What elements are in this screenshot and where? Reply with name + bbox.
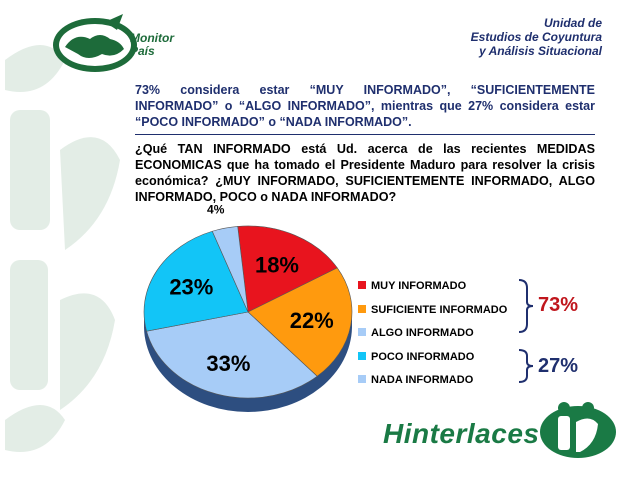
pie-label-1: 22% (289, 308, 334, 334)
legend-item-nada (358, 374, 473, 386)
unit-line-3: y Análisis Situacional (479, 44, 602, 58)
legend-swatch (358, 281, 366, 289)
monitor-pais-text (130, 32, 174, 58)
legend-item-suficiente (358, 304, 507, 316)
group-pct-informed: 73% (538, 294, 579, 316)
hinterlaces-logo (538, 400, 618, 460)
legend-item-muy (358, 280, 466, 292)
unit-line-2: Estudios de Coyuntura (470, 30, 602, 44)
group-pct-uninformed: 27% (538, 355, 579, 377)
hinterlaces-wordmark: Hinterlaces (383, 418, 540, 449)
legend-label: MUY INFORMADO (371, 280, 467, 292)
divider (135, 134, 595, 135)
pie-chart (130, 202, 370, 420)
legend-label: ALGO INFORMADO (371, 327, 474, 339)
monitor-pais-logo (50, 12, 200, 74)
legend-swatch (358, 352, 366, 360)
legend-label: NADA INFORMADO (371, 374, 474, 386)
bracket-bottom (519, 350, 533, 382)
unit-line-1: Unidad de (543, 16, 602, 30)
unit-title (471, 16, 602, 58)
legend-label: SUFICIENTE INFORMADO (371, 304, 508, 316)
pie-label-4: 4% (207, 202, 225, 217)
bracket-top (519, 280, 533, 332)
logo-line-1: Monitor (130, 31, 174, 45)
summary-text: 73% considera estar “MUY INFORMADO”, “SUFICIENTEMENTE INFORMADO” o “ALGO INFORMADO”, mientras que 27% considera estar “POCO INFORMADO” o “NADA INFORMADO”. (135, 83, 595, 129)
survey-question: ¿Qué TAN INFORMADO está Ud. acerca de las recientes MEDIDAS ECONOMICAS que ha tomado el Presidente Maduro para resolver la crisis económica? ¿MUY INFORMADO, SUFICIENTEMENTE INFORMADO, ALGO INFORMADO, POCO o NADA INFORMADO? (135, 142, 595, 204)
legend-swatch (358, 375, 366, 383)
legend-item-algo (358, 327, 474, 339)
legend-swatch (358, 328, 366, 336)
legend-item-poco (358, 351, 474, 363)
pie-label-3: 23% (169, 274, 214, 300)
legend-label: POCO INFORMADO (371, 351, 475, 363)
pie-label-2: 33% (206, 350, 251, 376)
pie-label-0: 18% (254, 252, 300, 278)
logo-line-2: País (130, 44, 155, 58)
legend-swatch (358, 305, 366, 313)
